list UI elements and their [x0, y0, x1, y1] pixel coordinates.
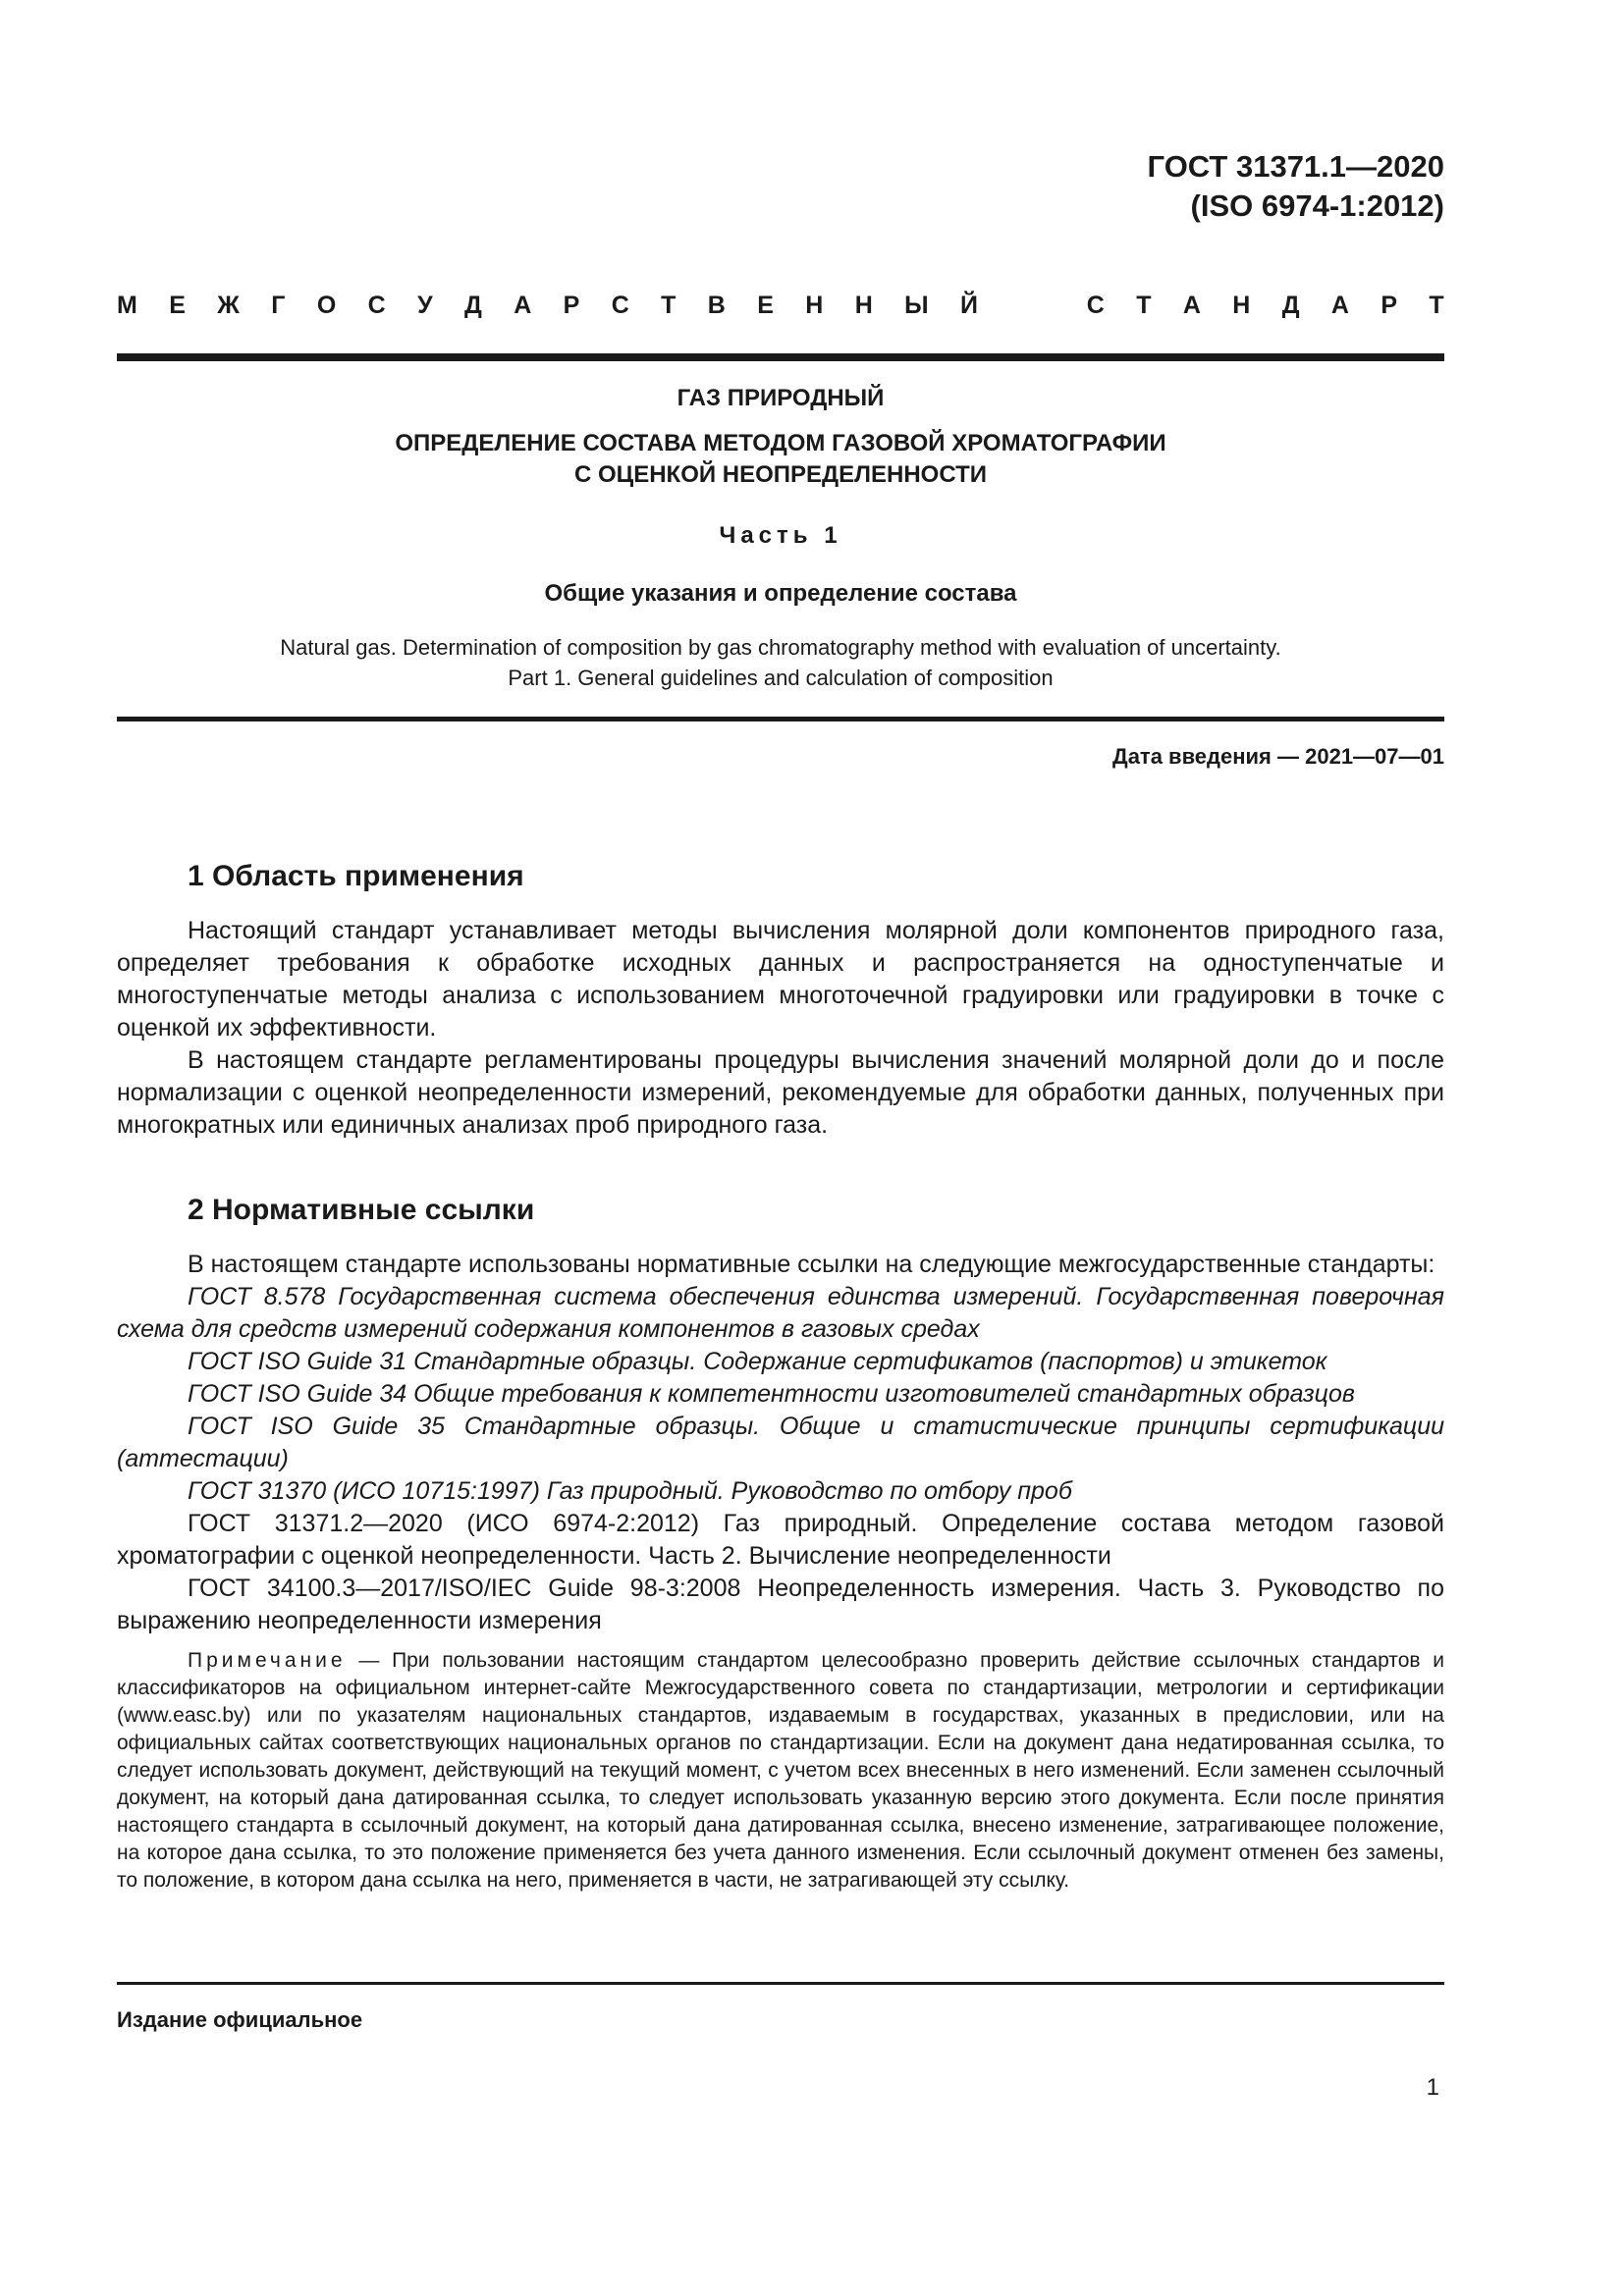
banner-word-gap	[1009, 289, 1055, 322]
banner-letter: А	[514, 292, 532, 319]
reference-item: ГОСТ 34100.3—2017/ISO/IEC Guide 98-3:2008 Неопределенность измерения. Часть 3. Руководство по выражению неопределенности измерения	[117, 1575, 1444, 1634]
part-label: Часть 1	[719, 522, 842, 549]
note-dash: —	[346, 1649, 393, 1672]
section-normative-references	[117, 1192, 1444, 1895]
title-divider	[117, 717, 1444, 721]
banner-letter: Н	[854, 292, 873, 319]
banner-letter: Р	[563, 292, 580, 319]
title-english	[117, 632, 1444, 693]
scope-paragraph: В настоящем стандарте регламентированы процедуры вычисления значений молярной доли до и после нормализации с оценкой неопределенности измерений, рекомендуемые для обработки данных, полученных при многократных или единичных анализах проб природного газа.	[117, 1046, 1444, 1139]
banner-letter: С	[367, 292, 386, 319]
banner-letter: О	[316, 292, 337, 319]
header-divider	[117, 353, 1444, 361]
reference-item: ГОСТ 31371.2—2020 (ИСО 6974-2:2012) Газ природный. Определение состава методом газовой хроматографии с оценкой неопределенности. Часть 2. Вычисление неопределенности	[117, 1510, 1444, 1570]
section-scope	[117, 858, 1444, 1142]
reference-item: ГОСТ ISO Guide 34 Общие требования к компетентности изготовителей стандартных образцов	[188, 1380, 1355, 1408]
introduction-date: Дата введения — 2021—07—01	[1112, 744, 1444, 769]
scope-paragraph: Настоящий стандарт устанавливает методы вычисления молярной доли компонентов природного газа, определяет требования к обработке исходных данных и распространяется на одноступенчатые и многоступенчатые методы анализа с использованием многоточечной градуировки или градуировки в точке с оценкой их эффективности.	[117, 917, 1444, 1041]
reference-item: ГОСТ 8.578 Государственная система обеспечения единства измерений. Государственная поверочная схема для средств измерений содержания компонентов в газовых средах	[117, 1283, 1444, 1343]
title-english-line2: Part 1. General guidelines and calculation of composition	[508, 666, 1054, 690]
doc-number-block	[1148, 147, 1444, 226]
title-subtitle	[117, 428, 1444, 491]
banner-letter: Ы	[904, 292, 929, 319]
note-label: Примечание	[188, 1649, 347, 1672]
banner-letter: Д	[1281, 292, 1300, 319]
official-edition-label: Издание официальное	[117, 2007, 363, 2032]
standard-type-banner	[117, 289, 1444, 322]
banner-letter: Й	[960, 292, 978, 319]
banner-letter: С	[1086, 292, 1105, 319]
banner-letter: М	[117, 292, 137, 319]
reference-item: ГОСТ 31370 (ИСО 10715:1997) Газ природный. Руководство по отбору проб	[188, 1477, 1072, 1505]
part-title: Общие указания и определение состава	[544, 580, 1017, 607]
banner-letter: Н	[1232, 292, 1251, 319]
section-heading-references: 2 Нормативные ссылки	[188, 1194, 535, 1226]
title-english-line1: Natural gas. Determination of composition by gas chromatography method with evaluation of uncertainty.	[280, 635, 1281, 660]
iso-number: (ISO 6974-1:2012)	[1190, 188, 1444, 223]
page-number: 1	[1426, 2074, 1439, 2101]
banner-letter: Н	[805, 292, 824, 319]
footer-divider	[117, 1982, 1444, 1985]
banner-letter: У	[417, 292, 433, 319]
title-main: ГАЗ ПРИРОДНЫЙ	[677, 385, 885, 411]
reference-item: ГОСТ ISO Guide 31 Стандартные образцы. Содержание сертификатов (паспортов) и этикеток	[188, 1348, 1327, 1375]
banner-letter: А	[1182, 292, 1201, 319]
banner-letter: Т	[1136, 292, 1152, 319]
banner-letter: Р	[1380, 292, 1398, 319]
doc-number: ГОСТ 31371.1—2020	[1147, 149, 1444, 184]
banner-letter: Е	[169, 292, 186, 319]
banner-letter: С	[611, 292, 629, 319]
banner-letter: Т	[1429, 292, 1444, 319]
banner-letter: Ж	[217, 292, 240, 319]
banner-letter: В	[707, 292, 726, 319]
reference-item: ГОСТ ISO Guide 35 Стандартные образцы. Общие и статистические принципы сертификации (аттестации)	[117, 1413, 1444, 1472]
banner-letter: Е	[757, 292, 774, 319]
banner-letter: Д	[464, 292, 482, 319]
banner-letter: Г	[271, 292, 286, 319]
banner-letter: Т	[661, 292, 677, 319]
title-subtitle-line1: ОПРЕДЕЛЕНИЕ СОСТАВА МЕТОДОМ ГАЗОВОЙ ХРОМАТОГРАФИИ	[395, 430, 1166, 456]
references-note	[117, 1647, 1444, 1895]
note-text: При пользовании настоящим стандартом целесообразно проверить действие ссылочных стандартов и классификаторов на официальном интернет-сайте Межгосударственного совета по стандартизации, метрологии и сертификации (www.easc.by) или по указателям национальных стандартов, издаваемым в государствах, указанных в предисловии, или на официальных сайтах соответствующих национальных органов по стандартизации. Если на документ дана недатированная ссылка, то следует использовать документ, действующий на текущий момент, с учетом всех внесенных в него изменений. Если заменен ссылочный документ, на который дана датированная ссылка, то следует использовать указанную версию этого документа. Если после принятия настоящего стандарта в ссылочный документ, на который дана датированная ссылка, внесено изменение, затрагивающее положение, на которое дана ссылка, то это положение применяется без учета данного изменения. Если ссылочный документ отменен без замены, то положение, в котором дана ссылка на него, применяется в части, не затрагивающей эту ссылку.	[117, 1649, 1445, 1892]
section-heading-scope: 1 Область применения	[188, 860, 524, 892]
banner-letter: А	[1330, 292, 1349, 319]
references-intro: В настоящем стандарте использованы нормативные ссылки на следующие межгосударственные стандарты:	[188, 1251, 1435, 1278]
title-subtitle-line2: С ОЦЕНКОЙ НЕОПРЕДЕЛЕННОСТИ	[574, 461, 987, 488]
